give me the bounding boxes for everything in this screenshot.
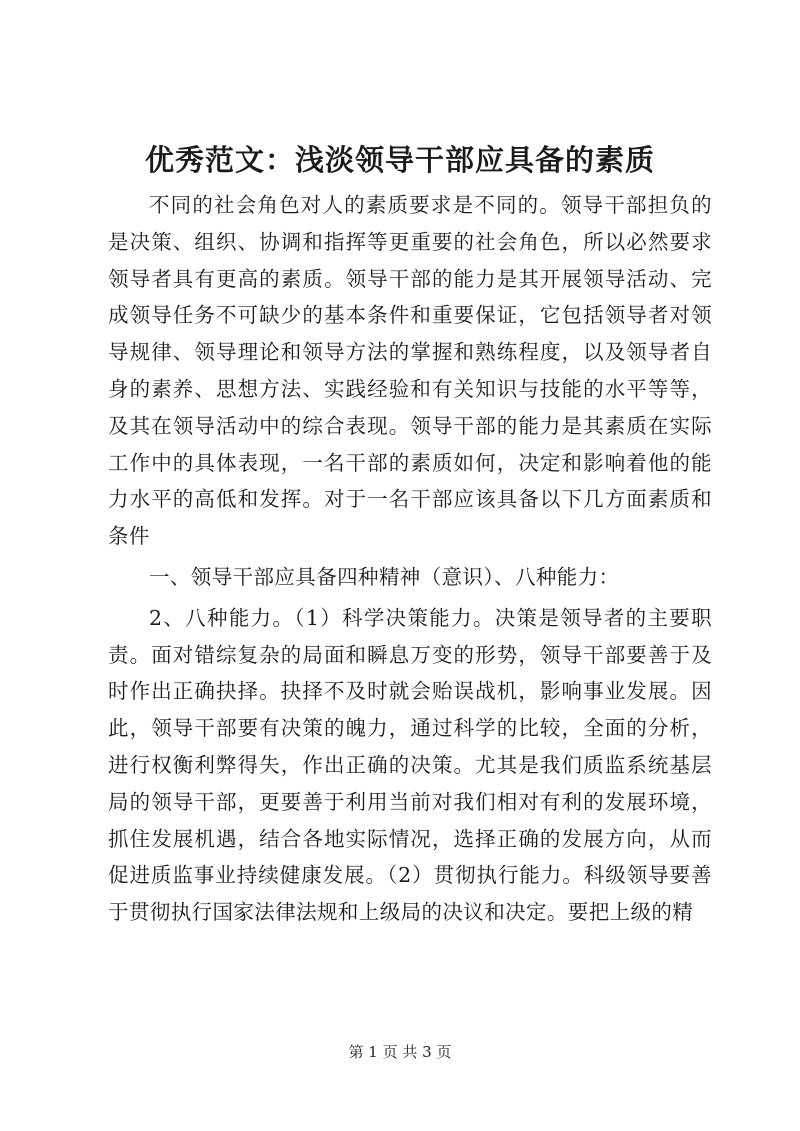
document-body (108, 187, 712, 931)
paragraph-intro: 不同的社会角色对人的素质要求是不同的。领导干部担负的是决策、组织、协调和指挥等更重要的社会角色，所以必然要求领导者具有更高的素质。领导干部的能力是其开展领导活动、完成领导任务不可缺少的基本条件和重要保证，它包括领导者对领导规律、领导理论和领导方法的掌握和熟练程度，以及领导者自身的素养、思想方法、实践经验和有关知识与技能的水平等等，及其在领导活动中的综合表现。领导干部的能力是其素质在实际工作中的具体表现，一名干部的素质如何，决定和影响着他的能力水平的高低和发挥。对于一名干部应该具备以下几方面素质和条件 (108, 193, 712, 549)
document-title: 优秀范文：浅淡领导干部应具备的素质 (144, 143, 655, 177)
paragraph-abilities: 2、八种能力。（1）科学决策能力。决策是领导者的主要职责。面对错综复杂的局面和瞬息万变的形势，领导干部要善于及时作出正确抉择。抉择不及时就会贻误战机，影响事业发展。因此，领导干部要有决策的魄力，通过科学的比较，全面的分析，进行权衡利弊得失，作出正确的决策。尤其是我们质监系统基层局的领导干部，更要善于利用当前对我们相对有利的发展环境，抓住发展机遇，结合各地实际情况，选择正确的发展方向，从而促进质监事业持续健康发展。（2）贯彻执行能力。科级领导要善于贯彻执行国家法律法规和上级局的决议和决定。要把上级的精 (108, 605, 712, 925)
paragraph-section-heading: 一、领导干部应具备四种精神（意识）、八种能力： (149, 564, 620, 589)
page-number-footer: 第 1 页 共 3 页 (348, 1043, 452, 1061)
